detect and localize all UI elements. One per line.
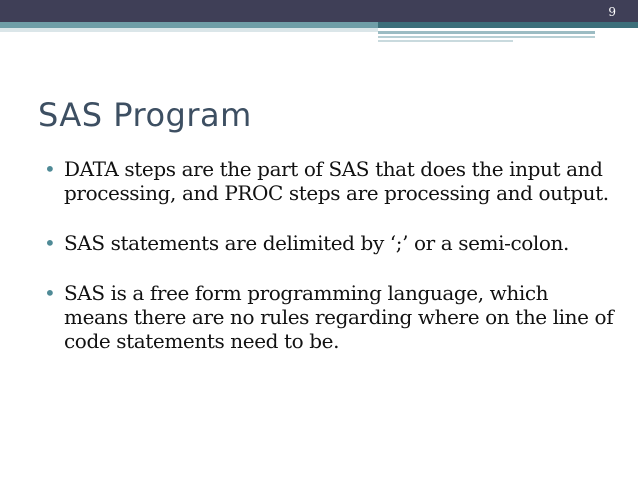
bullet-marker-icon: • [44, 281, 56, 305]
header-band-dark [0, 0, 638, 22]
bullet-item [44, 231, 614, 255]
slide-title: SAS Program [38, 96, 252, 134]
page-number: 9 [608, 5, 616, 19]
header-band-light [0, 28, 378, 32]
bullet-text: SAS is a free form programming language, which means there are no rules regarding where on the line of code statements need to be. [64, 281, 614, 353]
bullet-item [44, 157, 614, 205]
bullet-text: DATA steps are the part of SAS that does the input and processing, and PROC steps are processing and output. [64, 157, 609, 205]
bullet-item [44, 281, 614, 353]
header-notch [595, 30, 638, 44]
bullet-text: SAS statements are delimited by ‘;’ or a semi-colon. [64, 231, 569, 255]
bullet-marker-icon: • [44, 157, 56, 181]
header-accent-line [378, 40, 513, 42]
bullet-list [44, 157, 614, 379]
header-band-teal-accent [378, 22, 638, 28]
bullet-marker-icon: • [44, 231, 56, 255]
